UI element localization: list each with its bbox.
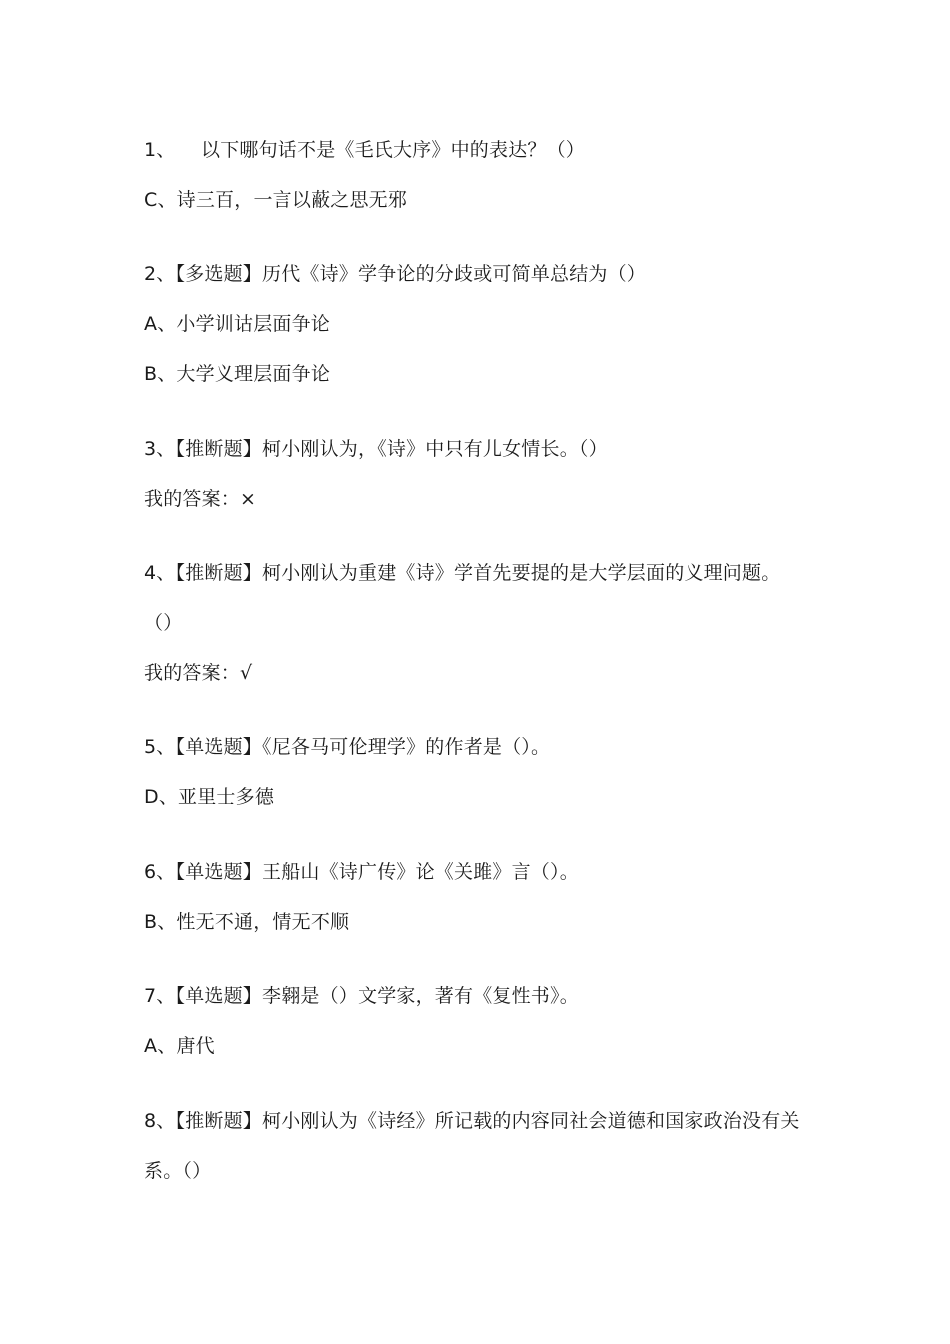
question-4-cont: （） xyxy=(144,612,183,634)
answer-6: B、性无不通，情无不顺 xyxy=(144,911,350,933)
answer-1: C、诗三百，一言以蔽之思无邪 xyxy=(144,189,408,211)
question-1-number: 1、 xyxy=(144,139,176,161)
question-7: 7、【单选题】李翱是（）文学家，著有《复性书》。 xyxy=(144,985,579,1007)
question-8: 8、【推断题】柯小刚认为《诗经》所记载的内容同社会道德和国家政治没有关 xyxy=(144,1110,800,1132)
answer-4: 我的答案：√ xyxy=(144,662,253,684)
answer-2a: A、小学训诂层面争论 xyxy=(144,313,330,335)
question-8-cont: 系。（） xyxy=(144,1160,212,1182)
answer-5: D、亚里士多德 xyxy=(144,786,275,808)
question-1-text: 以下哪句话不是《毛氏大序》中的表达？（） xyxy=(201,139,586,161)
question-2: 2、【多选题】历代《诗》学争论的分歧或可简单总结为（） xyxy=(144,263,646,285)
question-6: 6、【单选题】王船山《诗广传》论《关雎》言（）。 xyxy=(144,861,579,883)
answer-3: 我的答案：× xyxy=(144,488,257,510)
answer-2b: B、大学义理层面争论 xyxy=(144,363,331,385)
question-3: 3、【推断题】柯小刚认为，《诗》中只有儿女情长。（） xyxy=(144,438,608,460)
question-4: 4、【推断题】柯小刚认为重建《诗》学首先要提的是大学层面的义理问题。 xyxy=(144,562,781,584)
answer-7: A、唐代 xyxy=(144,1035,215,1057)
question-5: 5、【单选题】《尼各马可伦理学》的作者是（）。 xyxy=(144,736,551,758)
